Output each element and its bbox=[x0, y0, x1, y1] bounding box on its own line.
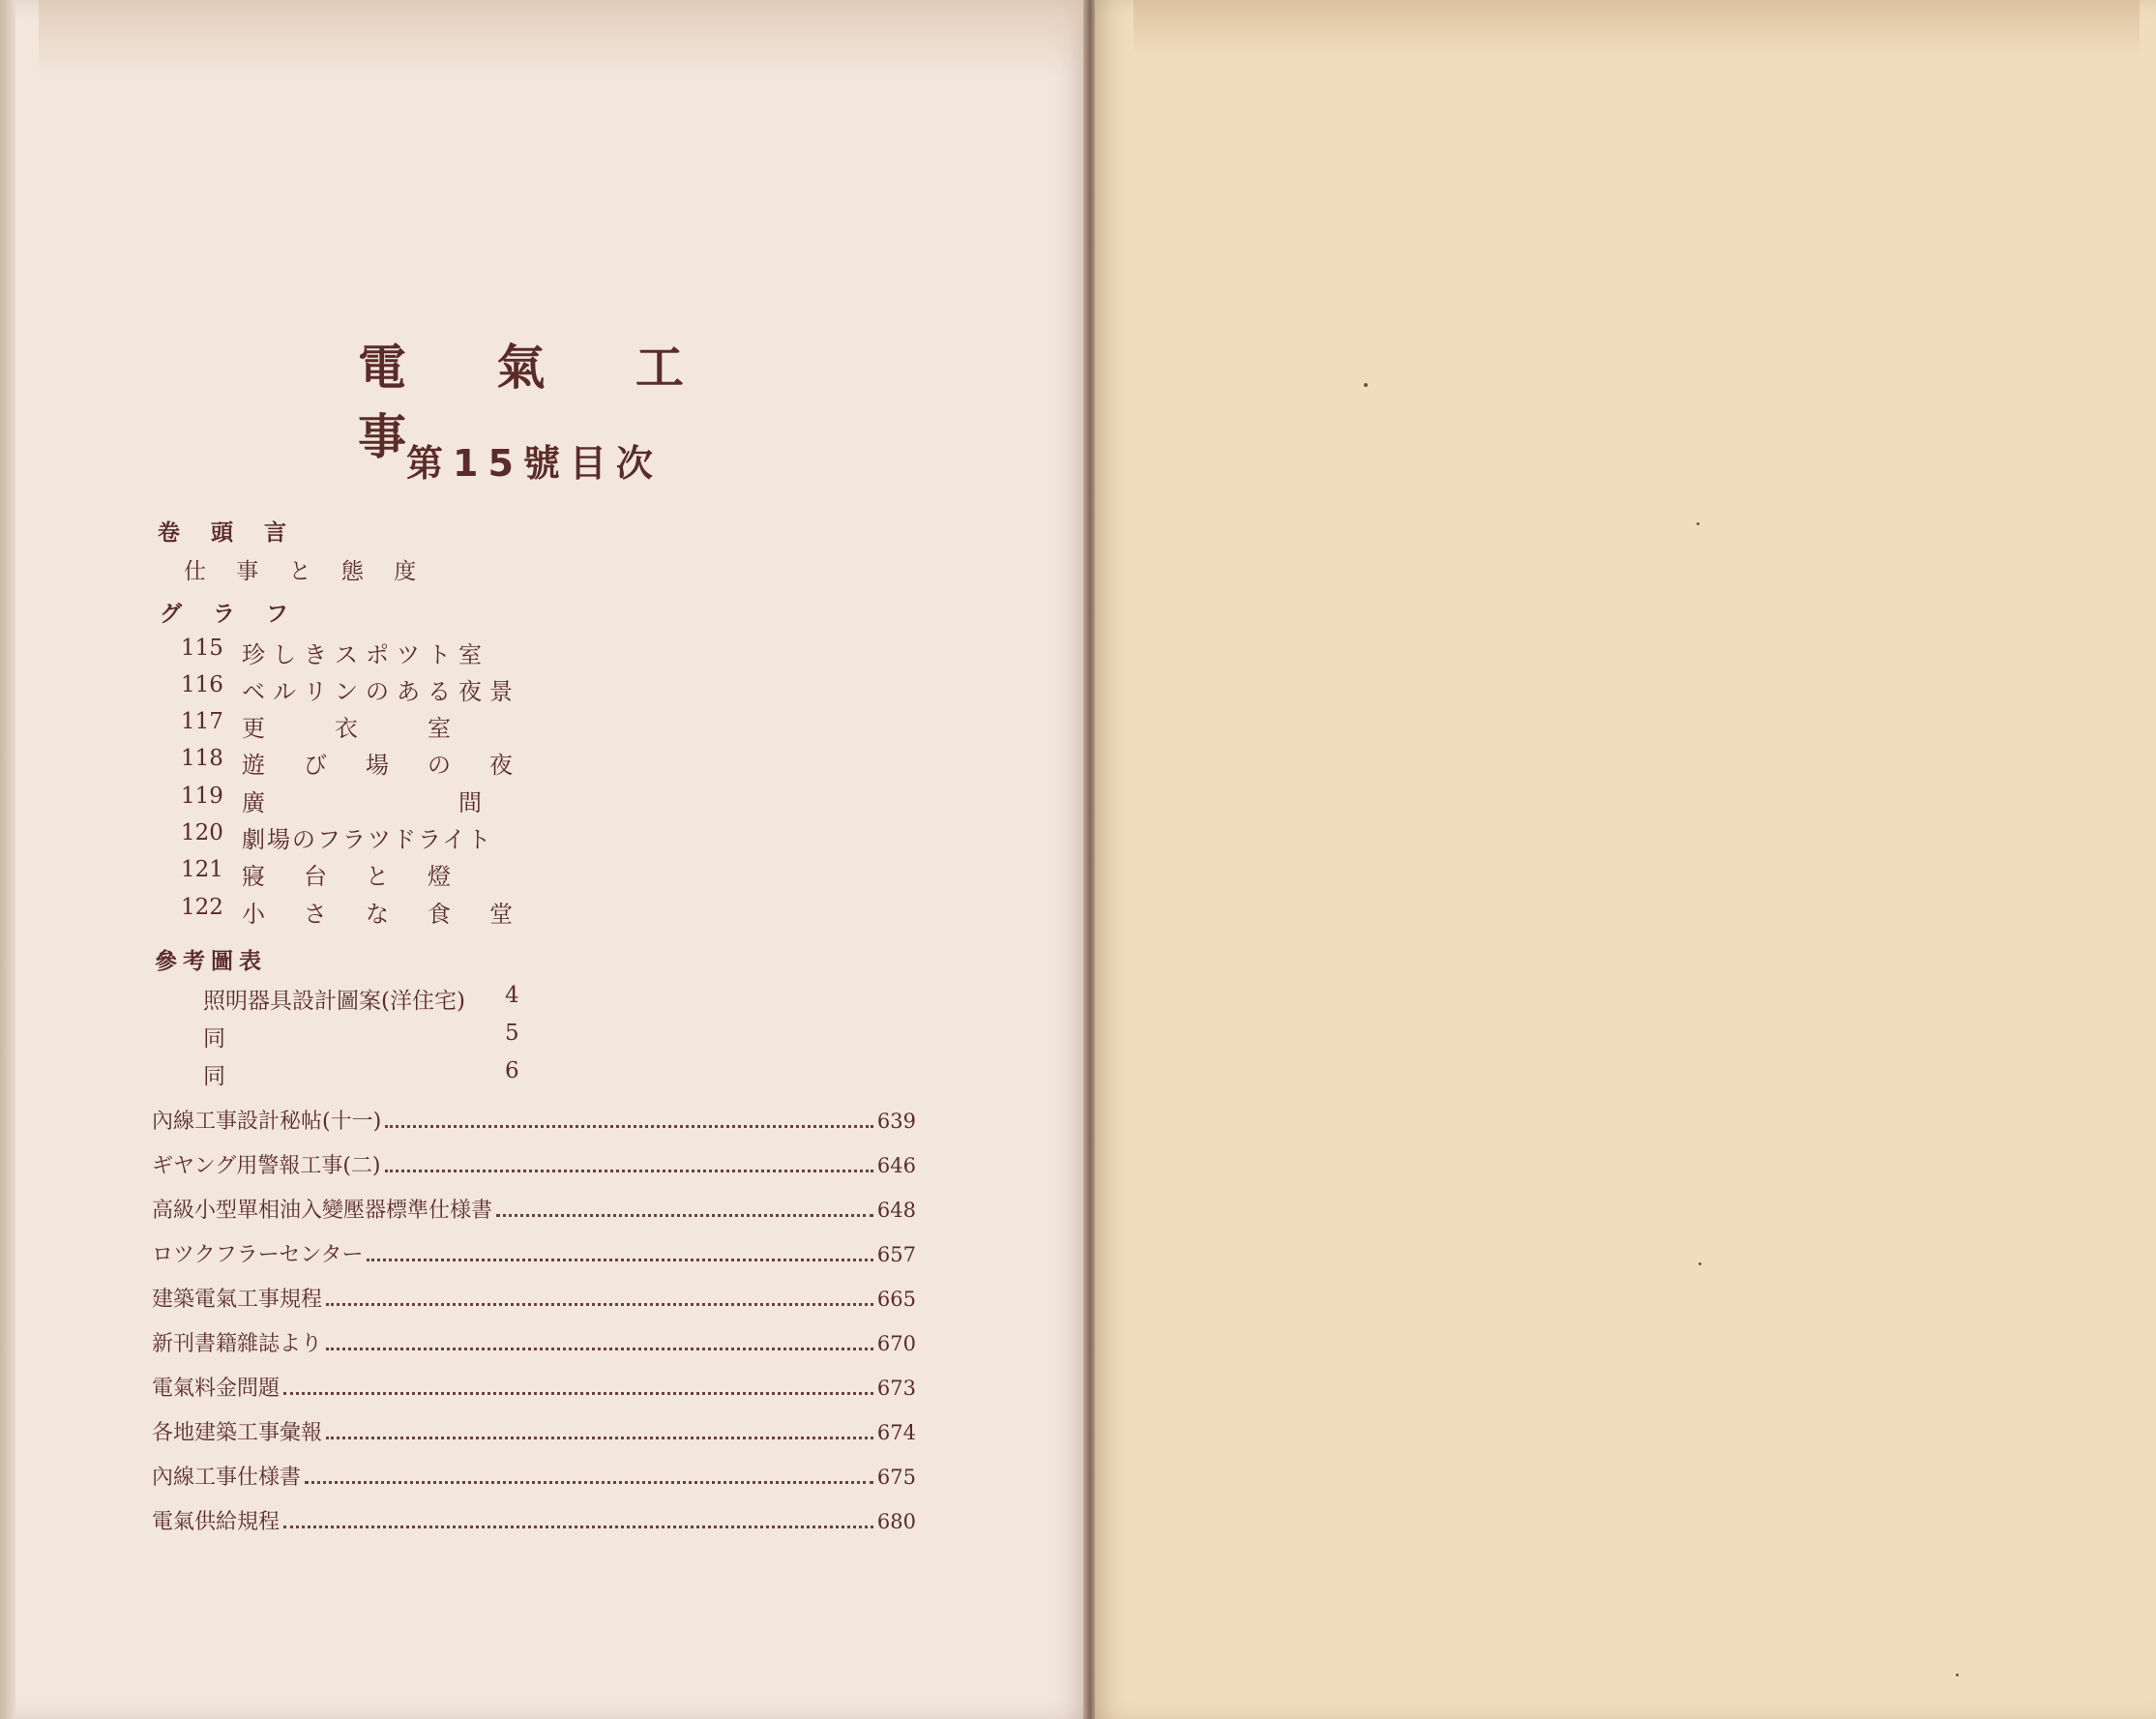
dot-leader bbox=[385, 1125, 873, 1128]
toc-entry-title: 電氣料金問題 bbox=[152, 1377, 281, 1401]
toc-entry-page: 648 bbox=[876, 1199, 916, 1222]
graph-item-title: ベルリンのある夜景 bbox=[242, 678, 520, 705]
toc-entry bbox=[152, 1505, 916, 1538]
graph-item-title: 寢 台 と 燈 bbox=[242, 863, 458, 890]
reference-heading: 參考圖表 bbox=[155, 948, 267, 974]
dot-leader bbox=[305, 1481, 873, 1484]
toc-entry bbox=[152, 1283, 916, 1316]
toc-entry bbox=[152, 1327, 916, 1360]
dot-leader bbox=[283, 1526, 873, 1528]
graph-heading: グ ラ フ bbox=[160, 601, 301, 627]
toc-entry-page: 670 bbox=[876, 1332, 916, 1355]
graph-item-number: 117 bbox=[181, 709, 223, 734]
toc-entry-page: 657 bbox=[876, 1243, 916, 1266]
toc-entry-title: ロツクフラーセンター bbox=[152, 1243, 364, 1267]
foreword-item: 仕 事 と 態 度 bbox=[184, 559, 428, 584]
dot-leader bbox=[496, 1214, 873, 1217]
dot-leader bbox=[367, 1259, 872, 1261]
graph-item-number: 115 bbox=[181, 636, 223, 661]
graph-item-title: 遊 び 場 の 夜 bbox=[242, 752, 520, 779]
graph-item-number: 121 bbox=[181, 857, 223, 882]
dot-leader bbox=[385, 1170, 873, 1172]
reference-item-title: 同 bbox=[203, 1026, 225, 1052]
toc-entry-page: 675 bbox=[876, 1466, 916, 1489]
paper-speck bbox=[1364, 383, 1368, 387]
reference-item-title: 同 bbox=[203, 1064, 225, 1089]
toc-entry bbox=[152, 1194, 916, 1227]
toc-entry-title: 新刊書籍雜誌より bbox=[152, 1332, 323, 1356]
reference-item-number: 4 bbox=[505, 983, 519, 1008]
toc-entry-title: 內線工事設計秘帖(十一) bbox=[152, 1110, 382, 1134]
toc-entry bbox=[152, 1372, 916, 1405]
right-page bbox=[1095, 0, 2156, 1719]
paper-speck bbox=[1697, 522, 1699, 525]
page-edge bbox=[0, 0, 15, 1719]
reference-item-number: 5 bbox=[505, 1021, 519, 1046]
dot-leader bbox=[326, 1437, 873, 1439]
dot-leader bbox=[283, 1392, 873, 1395]
page-stain bbox=[39, 0, 1083, 77]
toc-entry-page: 673 bbox=[876, 1377, 916, 1400]
graph-item-number: 122 bbox=[181, 895, 223, 920]
graph-item-title: 珍しきスポツト室 bbox=[242, 641, 489, 668]
toc-entry-title: 高級小型單相油入變壓器標準仕様書 bbox=[152, 1199, 493, 1223]
toc-entry bbox=[152, 1461, 916, 1494]
issue-contents-title: 第15號目次 bbox=[406, 442, 663, 485]
toc-entry-title: 內線工事仕様書 bbox=[152, 1466, 302, 1490]
toc-entry-title: ギヤング用警報工事(二) bbox=[152, 1154, 381, 1178]
graph-item-number: 118 bbox=[181, 746, 223, 771]
graph-item-number: 120 bbox=[181, 820, 223, 845]
toc-entry-page: 674 bbox=[876, 1421, 916, 1444]
dot-leader bbox=[326, 1348, 873, 1350]
paper-speck bbox=[1956, 1674, 1959, 1676]
toc-entry-page: 639 bbox=[876, 1110, 916, 1133]
foreword-heading: 卷 頭 言 bbox=[158, 519, 299, 546]
toc-entry-page: 665 bbox=[876, 1288, 916, 1311]
reference-item-title: 照明器具設計圖案(洋住宅) bbox=[203, 989, 465, 1014]
paper-speck bbox=[1698, 1262, 1701, 1265]
graph-item-title: 廣 間 bbox=[242, 789, 489, 816]
toc-entry-title: 建築電氣工事規程 bbox=[152, 1288, 323, 1312]
toc-entry-title: 電氣供給規程 bbox=[152, 1510, 281, 1534]
graph-item-number: 119 bbox=[181, 784, 223, 809]
graph-item-title: 更 衣 室 bbox=[242, 715, 458, 742]
toc-entry bbox=[152, 1416, 916, 1449]
toc-entry bbox=[152, 1105, 916, 1138]
toc-entry-page: 680 bbox=[876, 1510, 916, 1533]
reference-item-number: 6 bbox=[505, 1058, 519, 1083]
toc-entry bbox=[152, 1149, 916, 1182]
magazine-title: 電 氣 工 事 bbox=[358, 340, 721, 465]
toc-entry-title: 各地建築工事彙報 bbox=[152, 1421, 323, 1445]
graph-item-number: 116 bbox=[181, 672, 223, 697]
page-stain bbox=[1134, 0, 2140, 58]
graph-item-title: 劇場のフラツドライト bbox=[242, 826, 493, 853]
dot-leader bbox=[326, 1303, 873, 1306]
graph-item-title: 小 さ な 食 堂 bbox=[242, 901, 520, 928]
toc-entry-page: 646 bbox=[876, 1154, 916, 1177]
toc-entry bbox=[152, 1238, 916, 1271]
